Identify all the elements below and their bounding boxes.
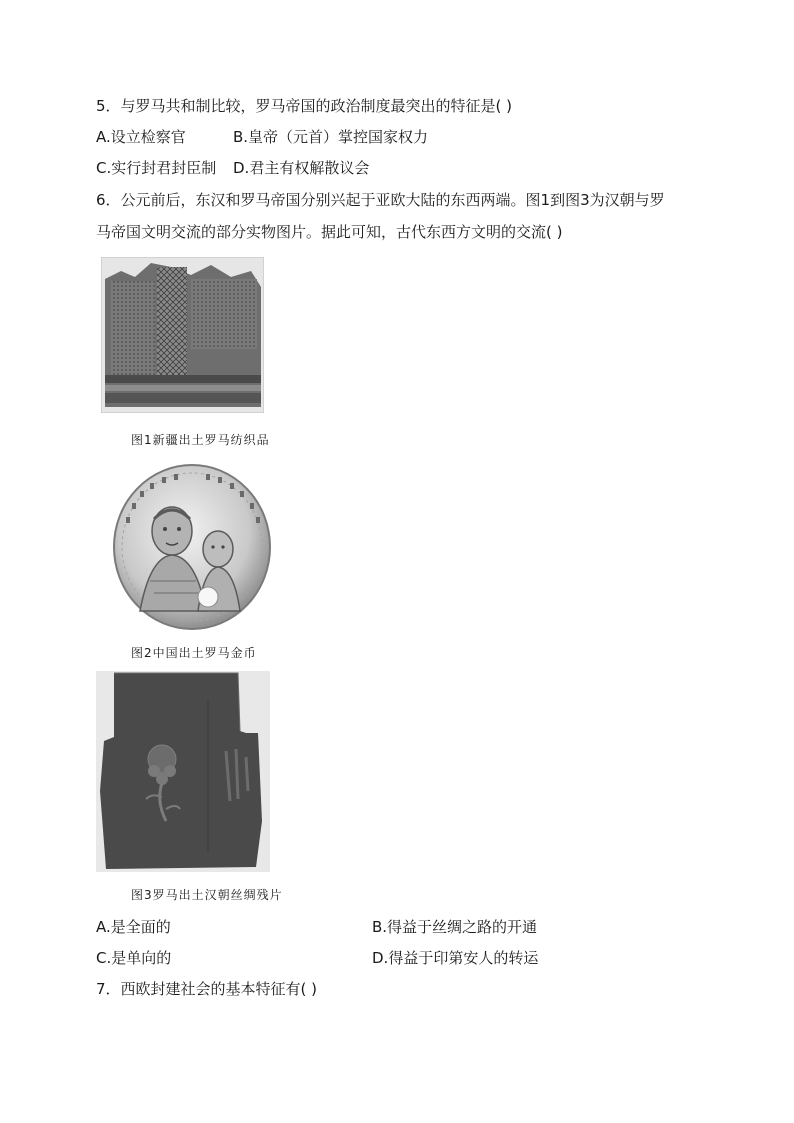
figure-1-textile-image xyxy=(101,257,264,413)
q6-option-a: A.是全面的 xyxy=(96,918,171,936)
figure-1-caption: 图1新疆出土罗马纺织品 xyxy=(131,433,270,447)
q5-stem: 5．与罗马共和制比较，罗马帝国的政治制度最突出的特征是( ) xyxy=(96,97,513,115)
q6-option-b: B.得益于丝绸之路的开通 xyxy=(372,918,538,936)
q6-option-c: C.是单向的 xyxy=(96,949,172,967)
q5-option-a: A.设立检察官 xyxy=(96,128,186,146)
q6-stem-line1: 6．公元前后，东汉和罗马帝国分别兴起于亚欧大陆的东西两端。图1到图3为汉朝与罗 xyxy=(96,191,665,209)
q7-stem: 7．西欧封建社会的基本特征有( ) xyxy=(96,980,318,998)
figure-3-caption: 图3罗马出土汉朝丝绸残片 xyxy=(131,888,283,902)
q5-option-c: C.实行封君封臣制 xyxy=(96,159,217,177)
figure-2-coin-image xyxy=(110,461,274,631)
q5-option-d: D.君主有权解散议会 xyxy=(233,159,370,177)
q5-option-b: B.皇帝（元首）掌控国家权力 xyxy=(233,128,429,146)
q6-stem-line2: 马帝国文明交流的部分实物图片。据此可知，古代东西方文明的交流( ) xyxy=(96,223,563,241)
figure-3-silk-image xyxy=(96,671,270,872)
figure-2-caption: 图2中国出土罗马金币 xyxy=(131,646,257,660)
q6-option-d: D.得益于印第安人的转运 xyxy=(372,949,539,967)
